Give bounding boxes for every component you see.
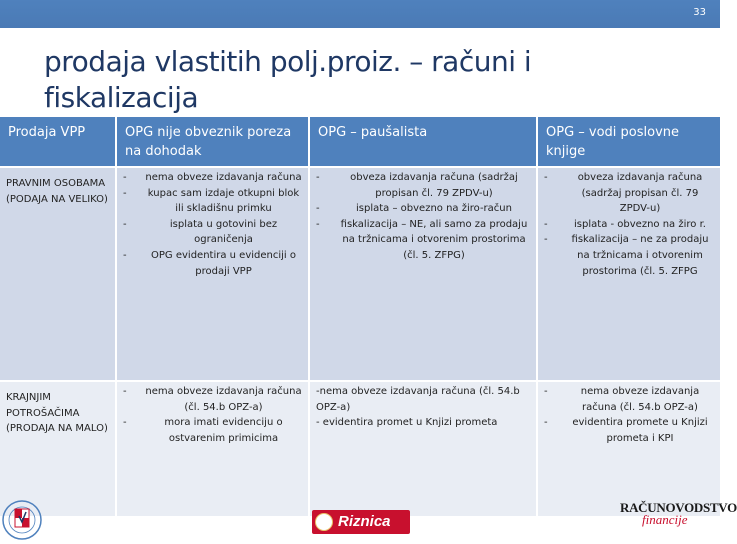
footer-logos <box>0 496 737 540</box>
list-item: - fiskalizacija – ne za prodaju na tržnicama i otvorenim prostorima (čl. 5. ZFPG <box>544 232 714 279</box>
header-cell: OPG – paušalista <box>309 117 537 167</box>
table-cell <box>309 167 537 381</box>
list-item: - OPG evidentira u evidenciji o prodaji VPP <box>123 248 302 279</box>
rf-logo-line2: financije <box>642 512 688 527</box>
row-label: KRAJNJIM POTROŠAČIMA (PRODAJA NA MALO) <box>0 381 116 516</box>
riznica-logo <box>312 510 410 534</box>
header-cell: OPG – vodi poslovne knjige <box>537 117 720 167</box>
list-item: - nema obveze izdavanja računa <box>123 170 302 186</box>
list-item: - nema obveze izdavanja računa (čl. 54.b OPZ-a) <box>544 384 714 415</box>
riznica-emblem-icon <box>315 513 333 531</box>
list-item: - evidentira promete u Knjizi prometa i KPI <box>544 415 714 446</box>
institution-seal-logo <box>0 496 44 540</box>
list-item: - mora imati evidenciju o ostvarenim primicima <box>123 415 302 446</box>
list-item: - kupac sam izdaje otkupni blok ili skladišnu primku <box>123 186 302 217</box>
rf-logo-line1: RAČUNOVODSTVO <box>620 500 737 515</box>
cell-line: - evidentira promet u Knjizi prometa <box>316 417 498 429</box>
list-item: - isplata – obvezno na žiro-račun <box>316 201 530 217</box>
comparison-table <box>0 117 737 516</box>
bullet-list <box>123 170 302 279</box>
bullet-list <box>123 384 302 446</box>
header-cell: OPG nije obveznik poreza na dohodak <box>116 117 309 167</box>
list-item: - isplata u gotovini bez ograničenja <box>123 217 302 248</box>
cell-line: -nema obveze izdavanja računa (čl. 54.b OPZ-a) <box>316 386 520 413</box>
table-header-row <box>0 117 720 167</box>
list-item: - fiskalizacija – NE, ali samo za prodaju na tržnicama i otvorenim prostorima (čl. 5. ZFPG) <box>316 217 530 264</box>
list-item: - obveza izdavanja računa (sadržaj propisan čl. 79 ZPDV-u) <box>316 170 530 201</box>
table-cell <box>537 167 720 381</box>
header-cell: Prodaja VPP <box>0 117 116 167</box>
row-label: PRAVNIM OSOBAMA (PODAJA NA VELIKO) <box>0 167 116 381</box>
list-item: - isplata - obvezno na žiro r. <box>544 217 714 233</box>
riznica-logo-text: Riznica <box>338 513 391 530</box>
list-item: - obveza izdavanja računa (sadržaj propisan čl. 79 ZPDV-u) <box>544 170 714 217</box>
table-row <box>0 167 720 381</box>
racunovodstvo-financije-logo <box>620 500 737 540</box>
bullet-list <box>316 170 530 264</box>
bullet-list <box>544 170 714 279</box>
top-bar <box>0 0 720 28</box>
page-number: 33 <box>693 7 706 18</box>
slide-title: prodaja vlastitih polj.proiz. – računi i fiskalizacija <box>44 45 532 114</box>
list-item: - nema obveze izdavanja računa (čl. 54.b OPZ-a) <box>123 384 302 415</box>
bullet-list <box>544 384 714 446</box>
table-cell <box>116 167 309 381</box>
